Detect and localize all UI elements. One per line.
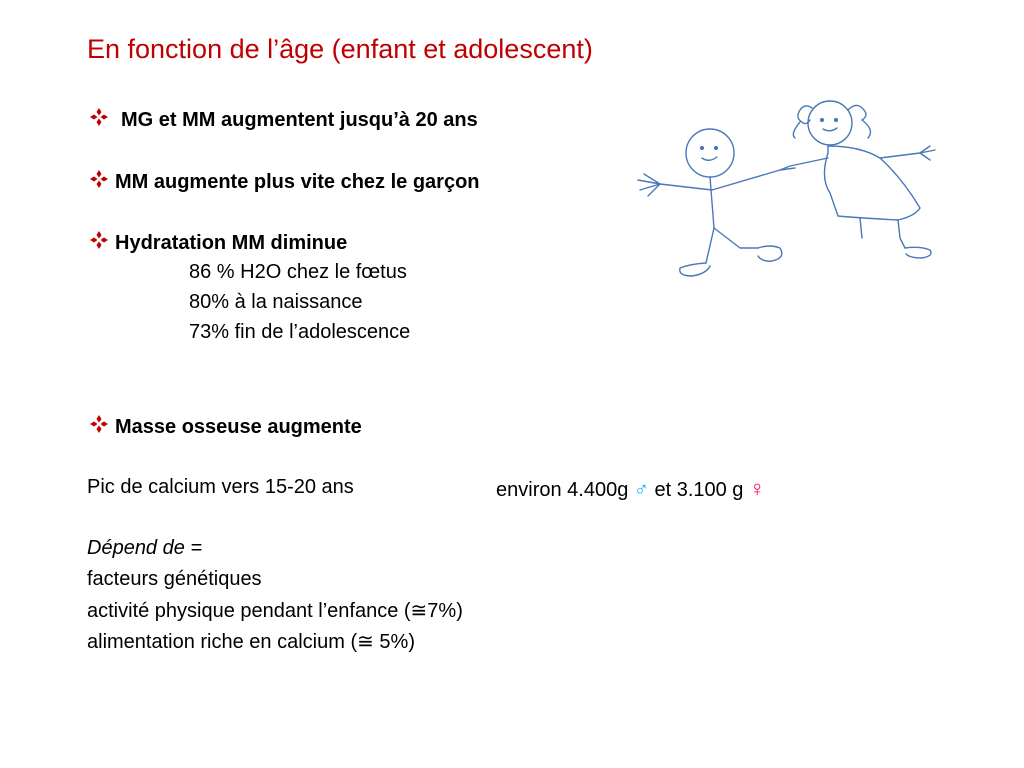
calcium-male-value: environ 4.400g	[496, 479, 629, 501]
girl-figure	[780, 101, 935, 258]
diamond-bullet-icon	[89, 230, 115, 256]
male-symbol-icon: ♂	[633, 479, 649, 501]
depends-item: activité physique pendant l’enfance (≅7%)	[87, 600, 463, 622]
female-symbol-icon: ♀	[748, 476, 766, 501]
bullet-text: MG et MM augmentent jusqu’à 20 ans	[121, 108, 478, 131]
bullet-text: MM augmente plus vite chez le garçon	[115, 170, 480, 193]
diamond-bullet-icon	[89, 169, 115, 195]
bullet-text: Masse osseuse augmente	[115, 415, 362, 438]
bullet-hydratation	[89, 230, 347, 256]
depends-item: alimentation riche en calcium (≅ 5%)	[87, 631, 415, 653]
diamond-bullet-icon	[89, 414, 115, 440]
page-title: En fonction de l’âge (enfant et adolescent)	[87, 34, 593, 64]
hydration-line: 73% fin de l’adolescence	[189, 321, 411, 343]
hydration-line: 80% à la naissance	[189, 291, 363, 313]
boy-figure	[638, 129, 795, 276]
bullet-mm-garcon	[89, 169, 480, 195]
bullet-masse-osseuse	[89, 414, 362, 440]
depends-heading: Dépend de =	[87, 537, 203, 559]
bullet-text: Hydratation MM diminue	[115, 231, 348, 254]
children-drawing-illustration	[630, 98, 945, 283]
depends-item: facteurs génétiques	[87, 568, 262, 590]
calcium-values	[496, 476, 765, 502]
bullet-mg-mm	[89, 107, 478, 133]
hydration-line: 86 % H2O chez le fœtus	[189, 261, 407, 283]
calcium-female-value: et 3.100 g	[654, 479, 744, 501]
diamond-bullet-icon	[89, 107, 121, 133]
calcium-peak-text: Pic de calcium vers 15-20 ans	[87, 476, 354, 498]
